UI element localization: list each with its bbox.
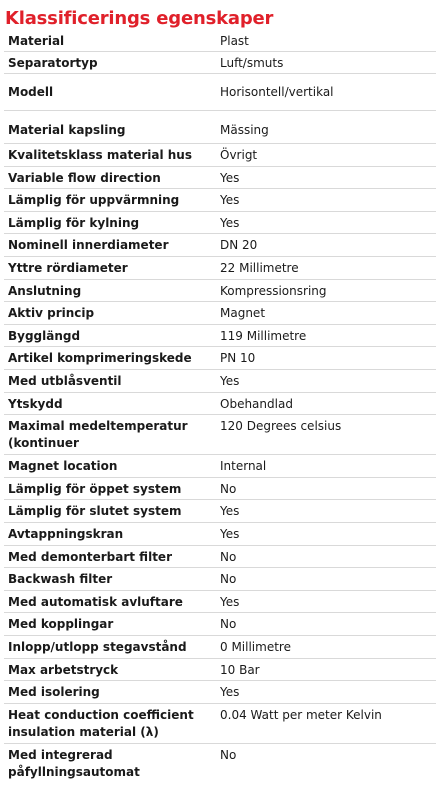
table-row [4,392,436,415]
property-name: Ytskydd [4,392,216,415]
property-value: Yes [216,590,436,613]
table-row [4,31,436,51]
property-name: Material [8,34,65,48]
property-value: Kompressionsring [216,279,436,302]
table-row [4,189,436,212]
table-row [4,613,436,636]
property-name: Heat conduction coefficient insulation material (λ) [4,703,216,743]
property-name: Artikel komprimeringskede [4,347,216,370]
table-row [4,743,436,783]
property-name: Max arbetstryck [4,658,216,681]
property-value: Luft/smuts [216,51,436,74]
property-name: Med isolering [4,681,216,704]
property-value: 0.04 Watt per meter Kelvin [216,703,436,743]
property-name: Lämplig för uppvärmning [4,189,216,212]
property-name: Bygglängd [4,324,216,347]
property-name: Aktiv princip [4,302,216,325]
property-name: Lämplig för öppet system [4,477,216,500]
property-value: Obehandlad [216,392,436,415]
table-row [4,523,436,546]
property-value: DN 20 [216,234,436,257]
property-value: Yes [216,681,436,704]
table-row [4,279,436,302]
property-value: PN 10 [216,347,436,370]
property-value: No [216,568,436,591]
property-value: Yes [216,166,436,189]
property-value: Magnet [216,302,436,325]
table-row [4,477,436,500]
property-value: Internal [216,455,436,478]
property-name: Maximal medeltemperatur (kontinuer [4,415,216,455]
property-name: Lämplig för slutet system [4,500,216,523]
properties-table [4,31,436,783]
table-row [4,703,436,743]
table-row [4,166,436,189]
property-name: Variable flow direction [4,166,216,189]
property-value: 10 Bar [216,658,436,681]
table-row [4,681,436,704]
table-row [4,545,436,568]
table-row [4,568,436,591]
property-value: 120 Degrees celsius [216,415,436,455]
property-name: Modell [4,74,216,111]
property-value: No [216,545,436,568]
property-value: Yes [216,523,436,546]
property-value: Yes [216,189,436,212]
table-row [4,324,436,347]
property-name: Separatortyp [4,51,216,74]
property-value: No [216,613,436,636]
property-value: No [216,743,436,783]
table-row [4,658,436,681]
property-name: Magnet location [4,455,216,478]
property-name: Nominell innerdiameter [4,234,216,257]
table-row [4,415,436,455]
table-row [4,74,436,111]
table-row [4,257,436,280]
table-row [4,51,436,74]
table-row [4,144,436,167]
table-row [4,635,436,658]
property-name: Med utblåsventil [4,370,216,393]
section-heading: Klassificerings egenskaper [5,8,274,29]
property-value: 119 Millimetre [216,324,436,347]
property-name: Lämplig för kylning [4,211,216,234]
property-name: Avtappningskran [4,523,216,546]
property-name: Anslutning [4,279,216,302]
table-row [4,455,436,478]
table-row [4,211,436,234]
table-row [4,347,436,370]
property-value: 0 Millimetre [216,635,436,658]
table-row [4,111,436,144]
property-value: Yes [216,370,436,393]
property-value: Yes [216,211,436,234]
property-value: Plast [220,34,249,48]
property-value: Övrigt [216,144,436,167]
property-value: Horisontell/vertikal [216,74,436,111]
property-name: Med kopplingar [4,613,216,636]
property-name: Inlopp/utlopp stegavstånd [4,635,216,658]
table-row [4,500,436,523]
property-name: Kvalitetsklass material hus [4,144,216,167]
property-value: Mässing [216,111,436,144]
property-name: Yttre rördiameter [4,257,216,280]
property-name: Backwash filter [4,568,216,591]
table-row [4,234,436,257]
property-value: 22 Millimetre [216,257,436,280]
table-row [4,370,436,393]
property-name: Med demonterbart filter [4,545,216,568]
property-name: Med automatisk avluftare [4,590,216,613]
property-name: Med integrerad påfyllningsautomat [4,743,216,783]
table-row [4,302,436,325]
property-name: Material kapsling [4,111,216,144]
property-value: No [216,477,436,500]
table-row [4,590,436,613]
property-value: Yes [216,500,436,523]
